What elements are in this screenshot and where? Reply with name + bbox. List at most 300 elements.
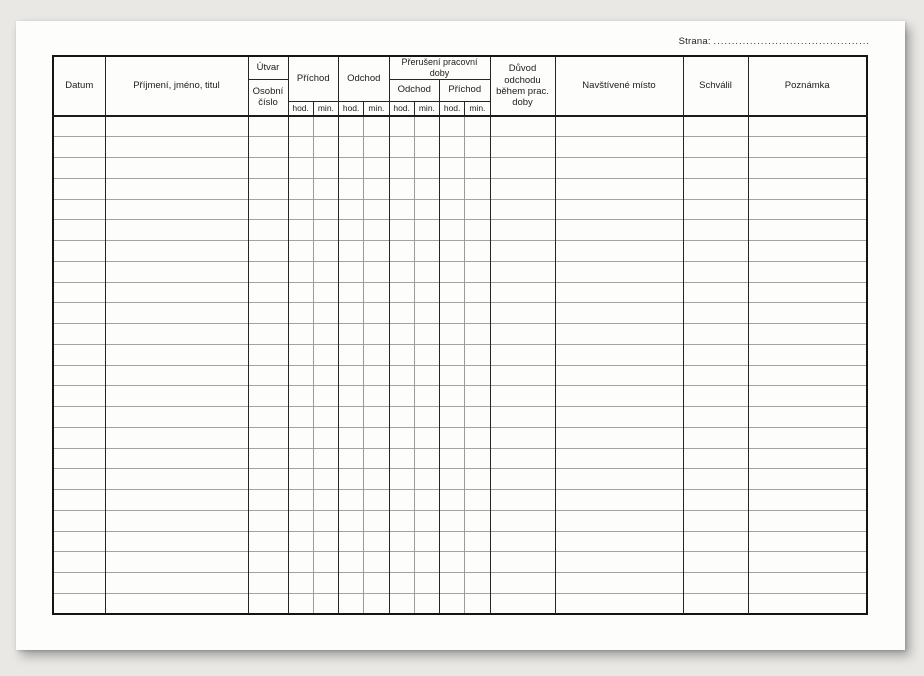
cell-duvod-odchodu	[490, 178, 555, 199]
cell-poznamka	[748, 531, 867, 552]
cell-odchod-hod	[339, 593, 364, 614]
cell-navstivene-misto	[555, 241, 683, 262]
cell-preruseni-odchod-min	[414, 490, 439, 511]
cell-prijmeni-jmeno-titul	[105, 407, 248, 428]
cell-prichod-hod	[288, 116, 313, 137]
table-row	[53, 199, 867, 220]
cell-odchod-hod	[339, 573, 364, 594]
cell-preruseni-prichod-min	[465, 365, 490, 386]
cell-prichod-hod	[288, 303, 313, 324]
cell-navstivene-misto	[555, 510, 683, 531]
cell-navstivene-misto	[555, 573, 683, 594]
cell-prichod-min	[313, 303, 338, 324]
cell-preruseni-odchod-hod	[389, 344, 414, 365]
cell-navstivene-misto	[555, 344, 683, 365]
cell-duvod-odchodu	[490, 407, 555, 428]
col-header-navstivene-misto: Navštívené místo	[555, 56, 683, 116]
cell-preruseni-odchod-min	[414, 407, 439, 428]
cell-odchod-hod	[339, 344, 364, 365]
cell-datum	[53, 510, 105, 531]
cell-prichod-hod	[288, 324, 313, 345]
cell-navstivene-misto	[555, 365, 683, 386]
cell-duvod-odchodu	[490, 324, 555, 345]
cell-poznamka	[748, 593, 867, 614]
cell-odchod-hod	[339, 116, 364, 137]
cell-navstivene-misto	[555, 303, 683, 324]
cell-osobni-cislo	[248, 178, 288, 199]
cell-poznamka	[748, 116, 867, 137]
cell-schvalil	[683, 344, 748, 365]
cell-preruseni-prichod-hod	[440, 282, 465, 303]
cell-preruseni-odchod-hod	[389, 427, 414, 448]
cell-odchod-min	[364, 469, 389, 490]
table-row	[53, 427, 867, 448]
cell-poznamka	[748, 303, 867, 324]
cell-prichod-min	[313, 324, 338, 345]
table-row	[53, 448, 867, 469]
cell-preruseni-prichod-min	[465, 137, 490, 158]
cell-schvalil	[683, 427, 748, 448]
cell-datum	[53, 365, 105, 386]
table-row	[53, 220, 867, 241]
cell-odchod-min	[364, 137, 389, 158]
cell-preruseni-odchod-hod	[389, 282, 414, 303]
col-header-prichod-min: min.	[313, 101, 338, 116]
cell-preruseni-odchod-hod	[389, 199, 414, 220]
cell-prichod-min	[313, 365, 338, 386]
cell-prichod-hod	[288, 344, 313, 365]
cell-preruseni-prichod-min	[465, 178, 490, 199]
cell-preruseni-odchod-hod	[389, 220, 414, 241]
cell-odchod-min	[364, 573, 389, 594]
cell-preruseni-prichod-hod	[440, 220, 465, 241]
cell-preruseni-prichod-min	[465, 593, 490, 614]
table-row	[53, 241, 867, 262]
cell-poznamka	[748, 407, 867, 428]
col-header-prichod-hod: hod.	[288, 101, 313, 116]
cell-prichod-hod	[288, 199, 313, 220]
cell-prichod-hod	[288, 365, 313, 386]
cell-preruseni-prichod-hod	[440, 531, 465, 552]
col-header-osobni-cislo: Osobní číslo	[248, 79, 288, 116]
cell-prichod-hod	[288, 261, 313, 282]
cell-preruseni-prichod-hod	[440, 324, 465, 345]
cell-prichod-min	[313, 469, 338, 490]
cell-prichod-min	[313, 386, 338, 407]
cell-navstivene-misto	[555, 386, 683, 407]
paper-page	[16, 21, 905, 650]
attendance-table	[52, 55, 868, 615]
table-row	[53, 116, 867, 137]
cell-prijmeni-jmeno-titul	[105, 386, 248, 407]
cell-odchod-min	[364, 158, 389, 179]
cell-datum	[53, 199, 105, 220]
cell-prichod-hod	[288, 427, 313, 448]
cell-preruseni-prichod-hod	[440, 510, 465, 531]
cell-datum	[53, 407, 105, 428]
cell-prichod-hod	[288, 593, 313, 614]
cell-poznamka	[748, 261, 867, 282]
cell-prichod-min	[313, 282, 338, 303]
cell-preruseni-odchod-min	[414, 178, 439, 199]
cell-duvod-odchodu	[490, 552, 555, 573]
cell-osobni-cislo	[248, 427, 288, 448]
cell-preruseni-odchod-min	[414, 158, 439, 179]
table-row	[53, 407, 867, 428]
page-number-line	[52, 36, 870, 49]
cell-prichod-hod	[288, 490, 313, 511]
cell-osobni-cislo	[248, 220, 288, 241]
cell-poznamka	[748, 469, 867, 490]
col-header-preruseni-odchod: Odchod	[389, 79, 440, 101]
cell-odchod-hod	[339, 261, 364, 282]
cell-schvalil	[683, 220, 748, 241]
col-header-preruseni-odchod-hod: hod.	[389, 101, 414, 116]
cell-preruseni-odchod-hod	[389, 261, 414, 282]
cell-odchod-min	[364, 303, 389, 324]
cell-poznamka	[748, 178, 867, 199]
cell-preruseni-prichod-min	[465, 573, 490, 594]
cell-odchod-hod	[339, 137, 364, 158]
cell-datum	[53, 344, 105, 365]
cell-prijmeni-jmeno-titul	[105, 510, 248, 531]
table-row	[53, 261, 867, 282]
cell-prichod-hod	[288, 158, 313, 179]
cell-odchod-hod	[339, 448, 364, 469]
table-row	[53, 178, 867, 199]
cell-prichod-min	[313, 531, 338, 552]
cell-navstivene-misto	[555, 490, 683, 511]
cell-odchod-min	[364, 116, 389, 137]
cell-preruseni-prichod-hod	[440, 407, 465, 428]
cell-osobni-cislo	[248, 573, 288, 594]
cell-datum	[53, 282, 105, 303]
cell-schvalil	[683, 386, 748, 407]
table-row	[53, 344, 867, 365]
cell-preruseni-prichod-min	[465, 158, 490, 179]
cell-odchod-min	[364, 593, 389, 614]
cell-preruseni-odchod-hod	[389, 490, 414, 511]
cell-prijmeni-jmeno-titul	[105, 324, 248, 345]
cell-preruseni-prichod-min	[465, 344, 490, 365]
cell-navstivene-misto	[555, 469, 683, 490]
cell-osobni-cislo	[248, 303, 288, 324]
strana-dotted-blank: ...........................................	[713, 36, 870, 47]
cell-preruseni-odchod-min	[414, 344, 439, 365]
cell-duvod-odchodu	[490, 427, 555, 448]
cell-prichod-min	[313, 407, 338, 428]
cell-duvod-odchodu	[490, 510, 555, 531]
cell-preruseni-odchod-min	[414, 199, 439, 220]
cell-prichod-min	[313, 448, 338, 469]
cell-preruseni-prichod-hod	[440, 241, 465, 262]
cell-preruseni-odchod-min	[414, 116, 439, 137]
cell-schvalil	[683, 469, 748, 490]
cell-preruseni-prichod-hod	[440, 490, 465, 511]
cell-preruseni-odchod-min	[414, 324, 439, 345]
col-header-preruseni-prichod-hod: hod.	[440, 101, 465, 116]
cell-osobni-cislo	[248, 552, 288, 573]
cell-odchod-min	[364, 490, 389, 511]
cell-preruseni-prichod-hod	[440, 303, 465, 324]
cell-poznamka	[748, 137, 867, 158]
cell-duvod-odchodu	[490, 220, 555, 241]
cell-duvod-odchodu	[490, 199, 555, 220]
cell-datum	[53, 158, 105, 179]
cell-prichod-min	[313, 220, 338, 241]
cell-odchod-hod	[339, 220, 364, 241]
cell-preruseni-odchod-min	[414, 241, 439, 262]
cell-odchod-hod	[339, 510, 364, 531]
cell-poznamka	[748, 282, 867, 303]
cell-datum	[53, 531, 105, 552]
table-row	[53, 552, 867, 573]
cell-duvod-odchodu	[490, 386, 555, 407]
cell-preruseni-odchod-min	[414, 552, 439, 573]
cell-poznamka	[748, 490, 867, 511]
cell-prijmeni-jmeno-titul	[105, 241, 248, 262]
cell-preruseni-odchod-hod	[389, 365, 414, 386]
cell-odchod-hod	[339, 531, 364, 552]
cell-osobni-cislo	[248, 469, 288, 490]
cell-preruseni-odchod-hod	[389, 116, 414, 137]
cell-preruseni-prichod-min	[465, 324, 490, 345]
cell-prichod-min	[313, 178, 338, 199]
cell-odchod-min	[364, 220, 389, 241]
cell-osobni-cislo	[248, 510, 288, 531]
cell-schvalil	[683, 178, 748, 199]
cell-preruseni-odchod-min	[414, 386, 439, 407]
cell-prijmeni-jmeno-titul	[105, 365, 248, 386]
cell-prijmeni-jmeno-titul	[105, 448, 248, 469]
cell-prijmeni-jmeno-titul	[105, 199, 248, 220]
cell-prichod-min	[313, 261, 338, 282]
cell-preruseni-odchod-hod	[389, 552, 414, 573]
cell-navstivene-misto	[555, 116, 683, 137]
cell-preruseni-odchod-min	[414, 593, 439, 614]
cell-duvod-odchodu	[490, 365, 555, 386]
cell-osobni-cislo	[248, 448, 288, 469]
cell-prijmeni-jmeno-titul	[105, 220, 248, 241]
cell-preruseni-odchod-hod	[389, 510, 414, 531]
cell-odchod-min	[364, 386, 389, 407]
cell-duvod-odchodu	[490, 303, 555, 324]
cell-preruseni-prichod-hod	[440, 365, 465, 386]
cell-odchod-hod	[339, 324, 364, 345]
cell-preruseni-odchod-min	[414, 469, 439, 490]
cell-osobni-cislo	[248, 282, 288, 303]
cell-prichod-hod	[288, 241, 313, 262]
cell-schvalil	[683, 365, 748, 386]
cell-odchod-hod	[339, 552, 364, 573]
cell-odchod-hod	[339, 303, 364, 324]
cell-prichod-hod	[288, 552, 313, 573]
cell-navstivene-misto	[555, 178, 683, 199]
cell-preruseni-odchod-hod	[389, 573, 414, 594]
table-row	[53, 469, 867, 490]
cell-datum	[53, 490, 105, 511]
cell-poznamka	[748, 386, 867, 407]
cell-preruseni-odchod-hod	[389, 158, 414, 179]
cell-prijmeni-jmeno-titul	[105, 469, 248, 490]
cell-prijmeni-jmeno-titul	[105, 261, 248, 282]
cell-datum	[53, 261, 105, 282]
cell-preruseni-prichod-hod	[440, 469, 465, 490]
cell-prichod-min	[313, 510, 338, 531]
cell-prichod-hod	[288, 469, 313, 490]
table-row	[53, 531, 867, 552]
cell-datum	[53, 386, 105, 407]
cell-osobni-cislo	[248, 324, 288, 345]
table-row	[53, 158, 867, 179]
cell-odchod-min	[364, 324, 389, 345]
cell-odchod-hod	[339, 282, 364, 303]
cell-datum	[53, 469, 105, 490]
cell-preruseni-prichod-hod	[440, 386, 465, 407]
col-header-utvar: Útvar	[248, 56, 288, 79]
cell-datum	[53, 303, 105, 324]
cell-odchod-hod	[339, 407, 364, 428]
cell-prichod-min	[313, 344, 338, 365]
cell-preruseni-prichod-min	[465, 427, 490, 448]
cell-preruseni-odchod-hod	[389, 178, 414, 199]
cell-preruseni-prichod-min	[465, 282, 490, 303]
cell-poznamka	[748, 158, 867, 179]
cell-preruseni-prichod-hod	[440, 344, 465, 365]
table-row	[53, 324, 867, 345]
col-header-preruseni-prichod-min: min.	[465, 101, 490, 116]
cell-osobni-cislo	[248, 593, 288, 614]
cell-preruseni-prichod-min	[465, 241, 490, 262]
cell-prichod-min	[313, 573, 338, 594]
table-header	[53, 56, 867, 116]
cell-navstivene-misto	[555, 427, 683, 448]
cell-prichod-min	[313, 158, 338, 179]
table-row	[53, 386, 867, 407]
cell-schvalil	[683, 573, 748, 594]
cell-preruseni-prichod-min	[465, 490, 490, 511]
cell-odchod-min	[364, 510, 389, 531]
cell-preruseni-prichod-min	[465, 448, 490, 469]
cell-prichod-hod	[288, 407, 313, 428]
cell-schvalil	[683, 510, 748, 531]
cell-odchod-hod	[339, 490, 364, 511]
cell-prichod-hod	[288, 282, 313, 303]
col-header-odchod-hod: hod.	[339, 101, 364, 116]
attendance-table-body	[53, 116, 867, 614]
cell-odchod-hod	[339, 178, 364, 199]
cell-poznamka	[748, 448, 867, 469]
cell-preruseni-odchod-min	[414, 137, 439, 158]
cell-poznamka	[748, 324, 867, 345]
cell-schvalil	[683, 490, 748, 511]
cell-navstivene-misto	[555, 324, 683, 345]
cell-odchod-min	[364, 261, 389, 282]
cell-preruseni-odchod-hod	[389, 407, 414, 428]
cell-odchod-min	[364, 448, 389, 469]
cell-preruseni-odchod-min	[414, 573, 439, 594]
cell-datum	[53, 137, 105, 158]
col-header-preruseni-odchod-min: min.	[414, 101, 439, 116]
cell-preruseni-prichod-hod	[440, 261, 465, 282]
cell-duvod-odchodu	[490, 531, 555, 552]
cell-preruseni-prichod-hod	[440, 573, 465, 594]
cell-preruseni-prichod-hod	[440, 448, 465, 469]
cell-schvalil	[683, 199, 748, 220]
cell-navstivene-misto	[555, 137, 683, 158]
cell-preruseni-odchod-hod	[389, 448, 414, 469]
cell-odchod-min	[364, 282, 389, 303]
cell-duvod-odchodu	[490, 116, 555, 137]
cell-poznamka	[748, 241, 867, 262]
cell-odchod-min	[364, 344, 389, 365]
cell-preruseni-odchod-hod	[389, 137, 414, 158]
cell-prichod-hod	[288, 573, 313, 594]
cell-poznamka	[748, 573, 867, 594]
cell-schvalil	[683, 324, 748, 345]
cell-schvalil	[683, 593, 748, 614]
table-row	[53, 593, 867, 614]
cell-preruseni-prichod-min	[465, 261, 490, 282]
cell-navstivene-misto	[555, 407, 683, 428]
cell-prichod-hod	[288, 178, 313, 199]
cell-preruseni-odchod-hod	[389, 241, 414, 262]
col-header-duvod-odchodu: Důvod odchodu během prac. doby	[490, 56, 555, 116]
cell-schvalil	[683, 241, 748, 262]
cell-datum	[53, 220, 105, 241]
col-header-prichod: Příchod	[288, 56, 339, 101]
cell-prijmeni-jmeno-titul	[105, 116, 248, 137]
col-header-datum: Datum	[53, 56, 105, 116]
cell-datum	[53, 448, 105, 469]
cell-osobni-cislo	[248, 344, 288, 365]
cell-prichod-hod	[288, 220, 313, 241]
cell-preruseni-odchod-min	[414, 220, 439, 241]
cell-prijmeni-jmeno-titul	[105, 137, 248, 158]
cell-duvod-odchodu	[490, 469, 555, 490]
cell-prichod-min	[313, 490, 338, 511]
cell-duvod-odchodu	[490, 261, 555, 282]
cell-navstivene-misto	[555, 552, 683, 573]
cell-preruseni-prichod-hod	[440, 199, 465, 220]
cell-osobni-cislo	[248, 241, 288, 262]
cell-prijmeni-jmeno-titul	[105, 593, 248, 614]
cell-preruseni-prichod-min	[465, 199, 490, 220]
cell-odchod-hod	[339, 386, 364, 407]
cell-preruseni-odchod-hod	[389, 303, 414, 324]
cell-navstivene-misto	[555, 220, 683, 241]
cell-odchod-min	[364, 427, 389, 448]
cell-preruseni-prichod-hod	[440, 158, 465, 179]
cell-duvod-odchodu	[490, 593, 555, 614]
cell-poznamka	[748, 220, 867, 241]
cell-odchod-hod	[339, 427, 364, 448]
cell-preruseni-prichod-hod	[440, 427, 465, 448]
cell-schvalil	[683, 303, 748, 324]
cell-odchod-min	[364, 407, 389, 428]
cell-preruseni-prichod-hod	[440, 593, 465, 614]
cell-navstivene-misto	[555, 261, 683, 282]
cell-schvalil	[683, 137, 748, 158]
cell-prijmeni-jmeno-titul	[105, 531, 248, 552]
cell-osobni-cislo	[248, 261, 288, 282]
cell-preruseni-prichod-min	[465, 469, 490, 490]
cell-prichod-min	[313, 116, 338, 137]
cell-navstivene-misto	[555, 158, 683, 179]
col-header-poznamka: Poznámka	[748, 56, 867, 116]
cell-prijmeni-jmeno-titul	[105, 552, 248, 573]
cell-osobni-cislo	[248, 490, 288, 511]
